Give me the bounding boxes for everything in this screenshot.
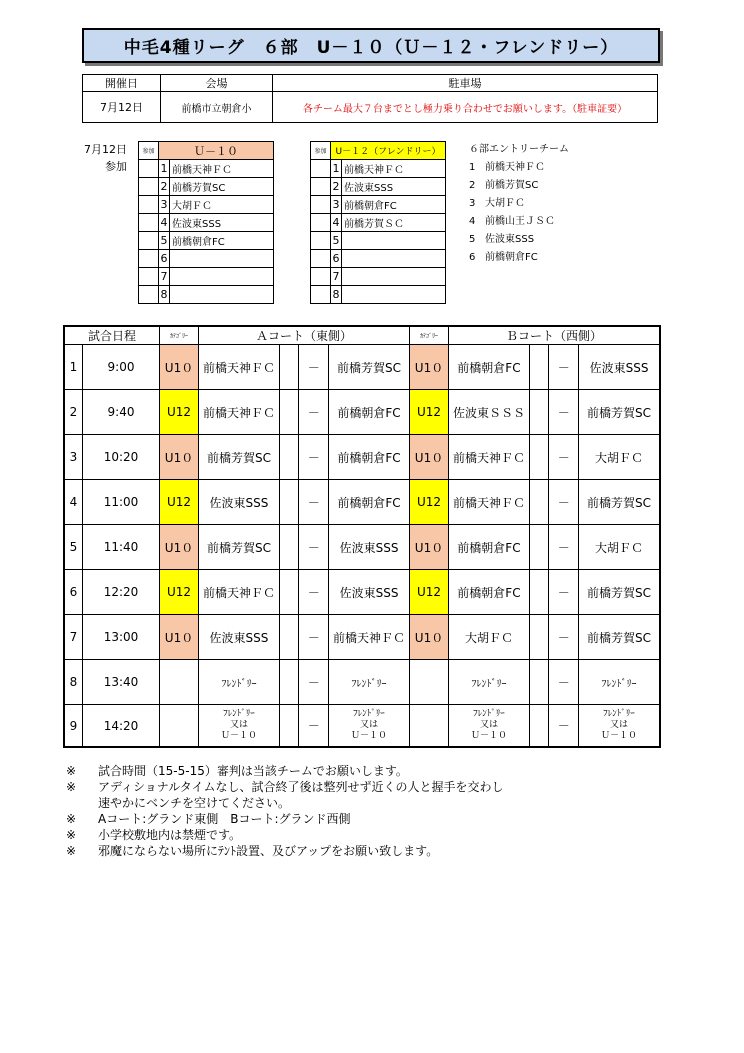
court-b-away-team: 大胡ＦＣ (579, 525, 660, 570)
u12-team-name: 前橋天神ＦＣ (342, 160, 446, 178)
court-b-home-team: 前橋朝倉FC (449, 345, 530, 390)
u10-header: Ｕ－１０ (159, 142, 274, 160)
spacer-cell (139, 286, 159, 304)
u10-registration-table (138, 141, 274, 304)
court-b-dash: － (549, 705, 579, 748)
notes (66, 763, 503, 859)
u12-team-name (342, 268, 446, 286)
entry-team-number: 2 (469, 180, 476, 191)
court-b-away-team: 佐波東SSS (579, 345, 660, 390)
u12-team-name: 前橋芳賀ＳＣ (342, 214, 446, 232)
u12-row (311, 160, 446, 178)
court-b-category (410, 705, 449, 748)
entry-team-name: 前橋天神ＦＣ (485, 162, 545, 173)
court-a-away-team: 佐波東SSS (329, 525, 410, 570)
match-time: 13:40 (83, 660, 160, 705)
court-a-away-team: 前橋朝倉FC (329, 390, 410, 435)
entry-team-number: 5 (469, 234, 476, 245)
court-a-category: U1０ (160, 615, 199, 660)
court-b-dash: － (549, 615, 579, 660)
entry-team (469, 249, 569, 267)
spacer-cell (279, 390, 298, 435)
court-a-category (160, 660, 199, 705)
court-a-away-team: 前橋朝倉FC (329, 435, 410, 480)
court-a-dash: － (299, 615, 329, 660)
court-b-home-team: 前橋朝倉FC (449, 525, 530, 570)
u12-row (311, 268, 446, 286)
spacer-cell (529, 705, 548, 748)
match-time: 9:40 (83, 390, 160, 435)
spacer-cell (311, 250, 331, 268)
court-a-dash: － (299, 480, 329, 525)
court-a-category: U12 (160, 480, 199, 525)
court-b-away-team: 前橋芳賀SC (579, 615, 660, 660)
entry-team-list (469, 141, 569, 267)
tag-cell: 参加 (311, 142, 331, 160)
spacer-cell (279, 705, 298, 748)
match-number: 4 (64, 480, 83, 525)
u10-row-number: 5 (159, 232, 170, 250)
u12-header: U－１２（フレンドリー） (331, 142, 446, 160)
match-row (64, 705, 660, 748)
court-a-away-team: 前橋芳賀SC (329, 345, 410, 390)
note-mark (66, 795, 98, 811)
court-a-category: U1０ (160, 345, 199, 390)
u12-row (311, 250, 446, 268)
court-b-category: U1０ (410, 615, 449, 660)
u12-row-number: 5 (331, 232, 342, 250)
court-a-dash: － (299, 345, 329, 390)
u10-row-number: 8 (159, 286, 170, 304)
spacer-cell (279, 345, 298, 390)
note-text: 試合時間（15-5-15）審判は当該チームでお願いします。 (98, 764, 408, 778)
spacer-cell (279, 615, 298, 660)
spacer-cell (279, 480, 298, 525)
court-b-category (410, 660, 449, 705)
spacer-cell (279, 525, 298, 570)
u10-team-name: 佐波東SSS (170, 214, 274, 232)
u12-row (311, 196, 446, 214)
u10-team-name: 前橋朝倉FC (170, 232, 274, 250)
registration-label (74, 141, 127, 175)
spacer-cell (529, 660, 548, 705)
u10-team-name (170, 268, 274, 286)
u12-row-number: 1 (331, 160, 342, 178)
court-b-dash: － (549, 390, 579, 435)
court-a-home-team: 前橋芳賀SC (199, 525, 280, 570)
u12-team-name (342, 286, 446, 304)
u10-row (139, 250, 274, 268)
court-a-category (160, 705, 199, 748)
spacer-cell (139, 214, 159, 232)
court-a-dash: － (299, 705, 329, 748)
u10-row-number: 3 (159, 196, 170, 214)
u12-team-name (342, 232, 446, 250)
entry-team-number: 1 (469, 162, 476, 173)
court-b-category: U1０ (410, 435, 449, 480)
court-b-home-team: ﾌﾚﾝﾄﾞﾘｰ 又は Ｕ－１０ (449, 705, 530, 748)
court-b-away-team: ﾌﾚﾝﾄﾞﾘｰ 又は Ｕ－１０ (579, 705, 660, 748)
court-b-home-team: 前橋天神ＦＣ (449, 435, 530, 480)
u10-row (139, 160, 274, 178)
entry-team-number: 4 (469, 216, 476, 227)
spacer-cell (311, 232, 331, 250)
court-b-away-team: 前橋芳賀SC (579, 480, 660, 525)
spacer-cell (279, 570, 298, 615)
match-number: 3 (64, 435, 83, 480)
note-mark: ※ (66, 812, 77, 826)
match-number: 7 (64, 615, 83, 660)
court-b-home-team: 前橋朝倉FC (449, 570, 530, 615)
spacer-cell (279, 660, 298, 705)
court-b-dash: － (549, 660, 579, 705)
u12-row (311, 178, 446, 196)
u10-row (139, 286, 274, 304)
entry-team-name: 前橋山王ＪＳＣ (485, 216, 555, 227)
u12-row (311, 286, 446, 304)
parking-header: 駐車場 (273, 75, 658, 92)
entry-team-number: 6 (469, 252, 476, 263)
court-a-header: Ａコート（東側） (199, 326, 410, 345)
court-b-category: U1０ (410, 525, 449, 570)
entry-team-number: 3 (469, 198, 476, 209)
spacer-cell (529, 570, 548, 615)
court-a-home-team: 佐波東SSS (199, 615, 280, 660)
match-row (64, 435, 660, 480)
note-mark: ※ (66, 844, 77, 858)
match-number: 8 (64, 660, 83, 705)
court-a-home-team: 前橋天神ＦＣ (199, 390, 280, 435)
court-b-dash: － (549, 480, 579, 525)
entry-team-name: 前橋朝倉FC (485, 252, 538, 263)
court-b-category: U12 (410, 390, 449, 435)
spacer-cell (311, 196, 331, 214)
court-b-category: U1０ (410, 345, 449, 390)
court-a-dash: － (299, 525, 329, 570)
court-a-home-team: 前橋天神ＦＣ (199, 345, 280, 390)
court-a-category: U1０ (160, 435, 199, 480)
court-a-home-team: 佐波東SSS (199, 480, 280, 525)
note-text: 小学校敷地内は禁煙です。 (98, 828, 242, 842)
court-a-away-team: 前橋天神ＦＣ (329, 615, 410, 660)
event-info-table (82, 74, 658, 123)
match-number: 2 (64, 390, 83, 435)
event-date: 7月12日 (83, 92, 161, 123)
category-header-a: ｶﾃｺﾞﾘｰ (160, 326, 199, 345)
match-row (64, 345, 660, 390)
u10-row-number: 4 (159, 214, 170, 232)
court-a-home-team: ﾌﾚﾝﾄﾞﾘｰ 又は Ｕ－１０ (199, 705, 280, 748)
entry-team (469, 195, 569, 213)
u12-row-number: 2 (331, 178, 342, 196)
u10-row-number: 2 (159, 178, 170, 196)
match-time: 11:40 (83, 525, 160, 570)
u10-team-name: 前橋天神ＦＣ (170, 160, 274, 178)
u10-row (139, 232, 274, 250)
court-b-home-team: ﾌﾚﾝﾄﾞﾘｰ (449, 660, 530, 705)
spacer-cell (139, 196, 159, 214)
event-venue: 前橋市立朝倉小 (161, 92, 273, 123)
spacer-cell (139, 178, 159, 196)
spacer-cell (311, 268, 331, 286)
match-row (64, 525, 660, 570)
court-a-away-team: ﾌﾚﾝﾄﾞﾘｰ 又は Ｕ－１０ (329, 705, 410, 748)
page-title: 中毛4種リーグ ６部 U－１０（Ｕ－１２・フレンドリー） (82, 28, 660, 63)
venue-header: 会場 (161, 75, 273, 92)
spacer-cell (529, 480, 548, 525)
entry-team-name: 佐波東SSS (485, 234, 535, 245)
spacer-cell (139, 160, 159, 178)
u12-team-name (342, 250, 446, 268)
court-a-away-team: 佐波東SSS (329, 570, 410, 615)
court-b-dash: － (549, 525, 579, 570)
note-text: 邪魔にならない場所にﾃﾝﾄ設置、及びアップをお願い致します。 (98, 844, 439, 858)
u10-row-number: 7 (159, 268, 170, 286)
court-a-dash: － (299, 435, 329, 480)
court-b-home-team: 大胡ＦＣ (449, 615, 530, 660)
court-a-category: U12 (160, 390, 199, 435)
spacer-cell (139, 268, 159, 286)
match-time: 13:00 (83, 615, 160, 660)
court-b-category: U12 (410, 570, 449, 615)
match-time: 12:20 (83, 570, 160, 615)
court-b-dash: － (549, 435, 579, 480)
u10-row (139, 178, 274, 196)
court-b-away-team: 大胡ＦＣ (579, 435, 660, 480)
entry-title: ６部エントリーチーム (469, 144, 569, 155)
entry-team (469, 213, 569, 231)
u12-row-number: 4 (331, 214, 342, 232)
court-a-home-team: ﾌﾚﾝﾄﾞﾘｰ (199, 660, 280, 705)
match-time: 10:20 (83, 435, 160, 480)
u12-row-number: 7 (331, 268, 342, 286)
court-b-dash: － (549, 345, 579, 390)
match-row (64, 615, 660, 660)
u10-team-name: 前橋芳賀SC (170, 178, 274, 196)
entry-team (469, 177, 569, 195)
court-a-dash: － (299, 570, 329, 615)
match-row (64, 390, 660, 435)
u12-registration-table (310, 141, 446, 304)
court-a-away-team: ﾌﾚﾝﾄﾞﾘｰ (329, 660, 410, 705)
entry-team (469, 231, 569, 249)
category-header-b: ｶﾃｺﾞﾘｰ (410, 326, 449, 345)
match-time: 14:20 (83, 705, 160, 748)
match-number: 1 (64, 345, 83, 390)
u10-team-name (170, 286, 274, 304)
court-a-home-team: 前橋芳賀SC (199, 435, 280, 480)
court-a-dash: － (299, 660, 329, 705)
spacer-cell (139, 250, 159, 268)
court-b-home-team: 佐波東ＳＳＳ (449, 390, 530, 435)
u12-row (311, 214, 446, 232)
match-number: 9 (64, 705, 83, 748)
u10-row (139, 196, 274, 214)
court-b-away-team: ﾌﾚﾝﾄﾞﾘｰ (579, 660, 660, 705)
court-b-header: Ｂコート（西側） (449, 326, 661, 345)
court-a-away-team: 前橋朝倉FC (329, 480, 410, 525)
parking-note: 各チーム最大７台までとし極力乗り合わせでお願いします。（駐車証要） (273, 92, 658, 123)
court-b-category: U12 (410, 480, 449, 525)
court-b-away-team: 前橋芳賀SC (579, 570, 660, 615)
match-row (64, 570, 660, 615)
match-row (64, 480, 660, 525)
u10-row-number: 6 (159, 250, 170, 268)
schedule-header: 試合日程 (64, 326, 160, 345)
court-b-away-team: 前橋芳賀SC (579, 390, 660, 435)
spacer-cell (529, 390, 548, 435)
note-mark: ※ (66, 764, 77, 778)
u10-row-number: 1 (159, 160, 170, 178)
court-b-dash: － (549, 570, 579, 615)
tag-cell: 参加 (139, 142, 159, 160)
note-text: アディショナルタイムなし、試合終了後は整列せず近くの人と握手を交わし (98, 780, 504, 794)
match-time: 11:00 (83, 480, 160, 525)
entry-team (469, 159, 569, 177)
note-text: 速やかにベンチを空けてください。 (98, 796, 291, 810)
entry-team-name: 大胡ＦＣ (485, 198, 525, 209)
registration-join: 参加 (105, 160, 127, 173)
registration-date: 7月12日 (84, 143, 127, 156)
spacer-cell (139, 232, 159, 250)
u10-team-name: 大胡ＦＣ (170, 196, 274, 214)
match-number: 6 (64, 570, 83, 615)
u12-team-name: 前橋朝倉FC (342, 196, 446, 214)
spacer-cell (311, 214, 331, 232)
court-b-home-team: 前橋天神ＦＣ (449, 480, 530, 525)
spacer-cell (529, 615, 548, 660)
u12-team-name: 佐波東SSS (342, 178, 446, 196)
spacer-cell (529, 345, 548, 390)
date-header: 開催日 (83, 75, 161, 92)
spacer-cell (311, 160, 331, 178)
u12-row-number: 3 (331, 196, 342, 214)
u12-row-number: 6 (331, 250, 342, 268)
u12-row-number: 8 (331, 286, 342, 304)
spacer-cell (529, 525, 548, 570)
spacer-cell (529, 435, 548, 480)
spacer-cell (311, 178, 331, 196)
court-a-dash: － (299, 390, 329, 435)
court-a-home-team: 前橋天神ＦＣ (199, 570, 280, 615)
match-row (64, 660, 660, 705)
schedule-table (63, 325, 661, 748)
note-mark: ※ (66, 828, 77, 842)
match-time: 9:00 (83, 345, 160, 390)
court-a-category: U1０ (160, 525, 199, 570)
u10-row (139, 214, 274, 232)
u12-row (311, 232, 446, 250)
entry-team-name: 前橋芳賀SC (485, 180, 539, 191)
spacer-cell (311, 286, 331, 304)
u10-team-name (170, 250, 274, 268)
note-text: Aコート:グランド東側 Bコート:グランド西側 (98, 812, 351, 826)
court-a-category: U12 (160, 570, 199, 615)
spacer-cell (279, 435, 298, 480)
match-number: 5 (64, 525, 83, 570)
note-mark: ※ (66, 780, 77, 794)
u10-row (139, 268, 274, 286)
